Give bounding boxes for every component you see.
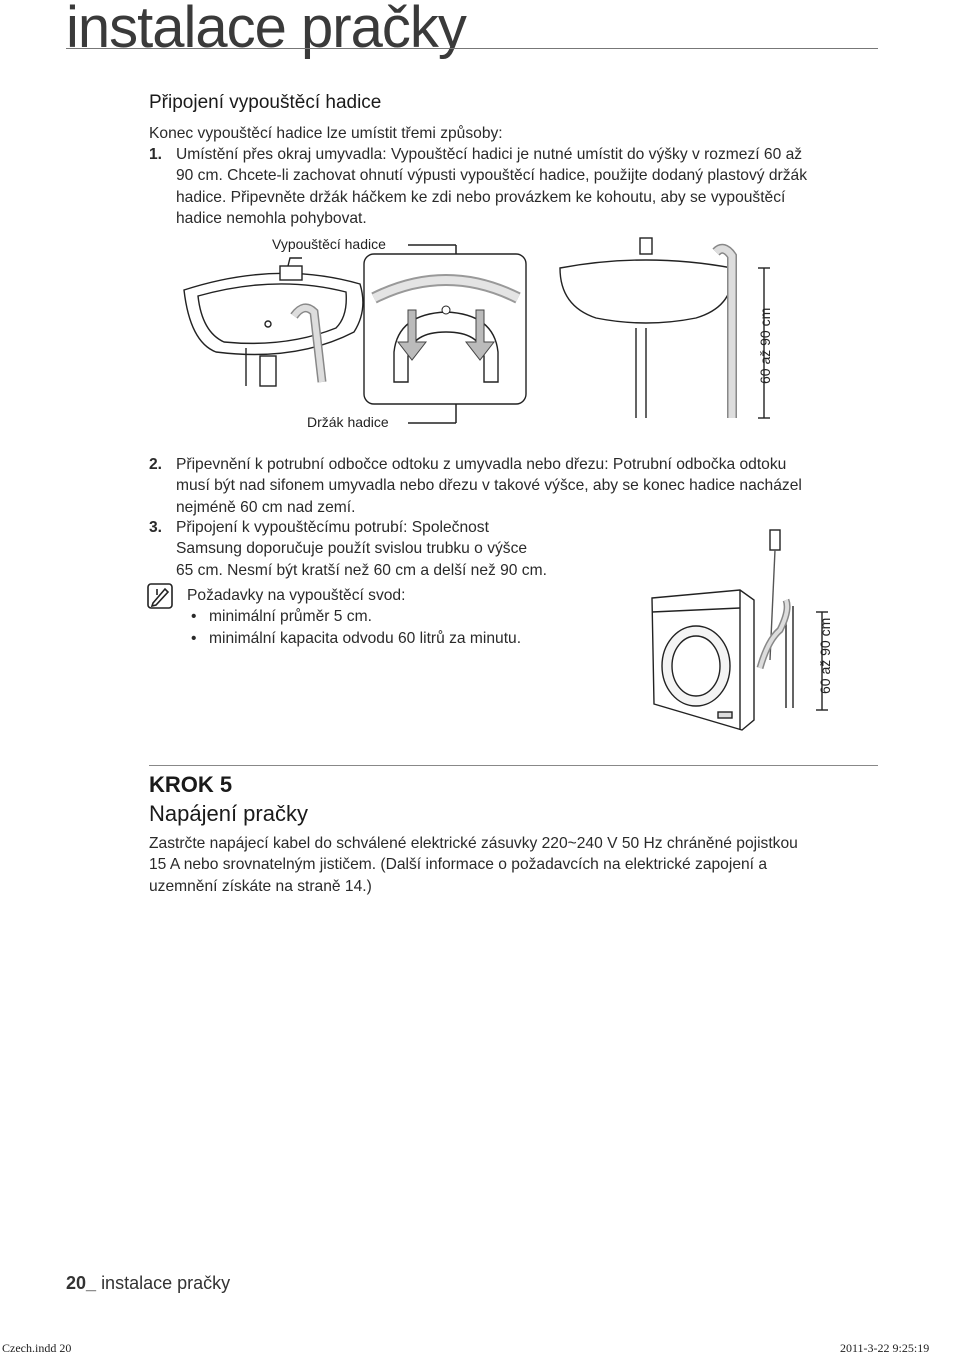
list-item-3: [149, 517, 619, 581]
title-rule: [66, 48, 878, 49]
step-line: 15 A nebo srovnatelným jističem. (Další informace o požadavcích na elektrické zapojení a: [149, 856, 768, 874]
item-lead: Připevnění k potrubní odbočce odtoku z umyvadla nebo dřezu:: [176, 456, 609, 473]
slug-date: 2011-3-22 9:25:19: [840, 1341, 930, 1355]
item-lead: Umístění přes okraj umyvadla:: [176, 146, 387, 163]
footer-label: instalace pračky: [101, 1273, 231, 1293]
wall-sink-illustration: [560, 238, 770, 418]
step-title: Napájení pračky: [149, 801, 308, 826]
note-pencil-icon: [147, 583, 173, 609]
hose-holder-detail: [364, 254, 526, 404]
sink-drain-figure: [176, 232, 816, 432]
height-label-sink: 60 až 90 cm: [757, 307, 773, 384]
holder-label: Držák hadice: [307, 414, 389, 430]
section-intro: Konec vypouštěcí hadice lze umístit třemi způsoby:: [149, 125, 503, 142]
note-box: [187, 585, 607, 649]
item-line: Společnost: [411, 519, 489, 536]
step-rule: [149, 765, 878, 766]
note-bullet: • minimální kapacita odvodu 60 litrů za minutu.: [187, 628, 607, 649]
item-number: 1.: [149, 146, 163, 163]
step-line: uzemnění získáte na straně 14.): [149, 877, 372, 895]
item-line: Samsung doporučuje použít svislou trubku o výšce: [176, 540, 528, 558]
page-title: instalace pračky: [66, 0, 466, 60]
item-line: musí být nad sifonem umyvadla nebo dřezu v takové výšce, aby se konec hadice nacházel: [176, 477, 802, 495]
item-lead: Připojení k vypouštěcímu potrubí:: [176, 519, 408, 536]
section-heading: Připojení vypouštěcí hadice: [149, 92, 382, 113]
item-line: 65 cm. Nesmí být kratší než 60 cm a delší než 90 cm.: [176, 561, 547, 579]
washer-standpipe-figure: [640, 520, 840, 750]
note-title: Požadavky na vypouštěcí svod:: [187, 587, 406, 604]
step-line: Zastrčte napájecí kabel do schválené elektrické zásuvky 220~240 V 50 Hz chráněné pojistkou: [149, 835, 798, 852]
list-item-1: [149, 144, 879, 230]
height-label-washer: 60 až 90 cm: [817, 617, 833, 694]
item-line: Potrubní odbočka odtoku: [612, 456, 787, 473]
item-line: hadice. Připevněte držák háčkem ke zdi nebo provázkem ke kohoutu, aby se vypouštěcí: [176, 188, 786, 206]
item-number: 2.: [149, 456, 163, 473]
item-line: nejméně 60 cm nad zemí.: [176, 498, 356, 516]
page-number: 20_: [66, 1273, 97, 1293]
step-label: KROK 5: [149, 772, 233, 797]
note-bullet: • minimální průměr 5 cm.: [187, 606, 607, 627]
item-line: 90 cm. Chcete-li zachovat ohnutí výpusti vypouštěcí hadice, použijte dodaný plastový držák: [176, 167, 808, 185]
page-footer: [66, 1273, 230, 1294]
item-line: Vypouštěcí hadici je nutné umístit do výšky v rozmezí 60 až: [390, 146, 803, 163]
slug-file: Czech.indd 20: [2, 1341, 72, 1355]
sink-illustration: [184, 258, 363, 386]
item-number: 3.: [149, 519, 163, 536]
item-line: hadice nemohla pohybovat.: [176, 210, 367, 228]
step-body: [149, 833, 879, 897]
hose-label: Vypouštěcí hadice: [272, 236, 386, 252]
list-item-2: [149, 454, 879, 518]
